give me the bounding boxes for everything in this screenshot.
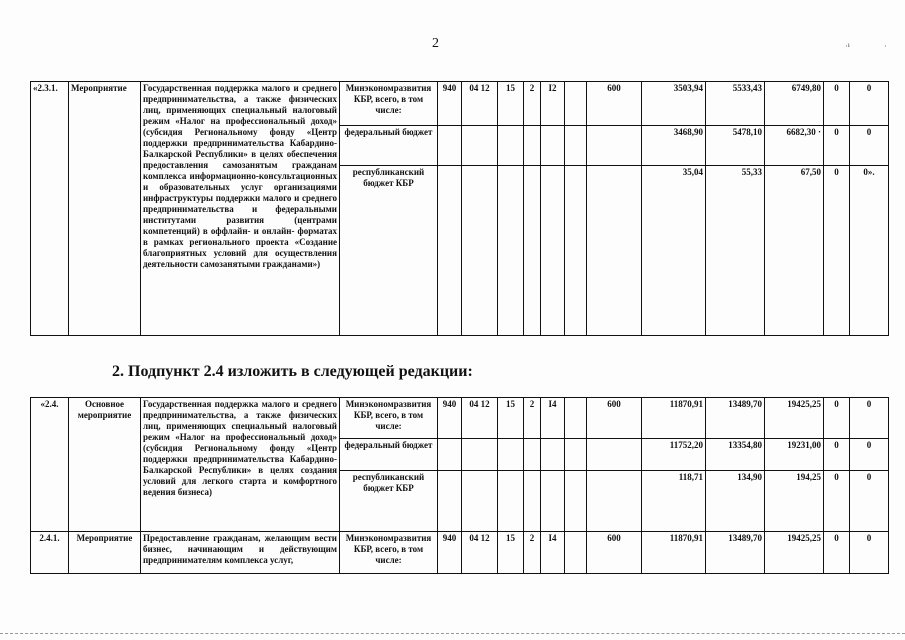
item-csr-code: I4 [541,398,565,439]
empty-cell [541,166,565,336]
value-cell: 134,90 [706,471,765,532]
empty-cell [565,398,587,439]
value-cell: 118,71 [642,471,706,532]
empty-cell [524,439,541,471]
value-cell: 11752,20 [642,439,706,471]
section-code: 04 12 [462,398,498,439]
program-code: 15 [498,82,524,126]
budget-table-2-4 [30,397,889,574]
value-cell: 0 [824,439,850,471]
value-cell: 0». [850,166,889,336]
vr-code: 600 [587,398,642,439]
empty-cell [498,471,524,532]
empty-cell [438,439,462,471]
empty-cell [524,126,541,166]
empty-cell [462,471,498,532]
value-cell: 19425,25 [765,532,824,574]
scan-mark: · [884,42,887,51]
item-type: Основное мероприятие [69,398,141,532]
value-cell: 0 [850,126,889,166]
value-cell: 194,25 [765,471,824,532]
subprogram-code: 2 [524,398,541,439]
empty-cell [498,166,524,336]
empty-cell [462,439,498,471]
value-cell: 0 [824,398,850,439]
item-description: Государственная поддержка малого и среднего предпринимательства, а также физических лиц, применяющих специальный налоговый режим «Налог на профессиональный доход» (субсидия Региональному фонду «Центр поддержки предпринимательства Кабардино-Балкарской Республики» в целях обеспечения предоставления самозанятым гражданам комплекса информационно-консультационных и образовательных услуг организациями инфраструктуры поддержки малого и среднего предпринимательства и федеральными институтами развития (центрами компетенций) в оффлайн- и онлайн- форматах в рамках регионального проекта «Создание благоприятных условий для осуществления деятельности самозанятыми гражданами») [141,82,340,336]
empty-cell [565,166,587,336]
item-code: 2.4.1. [31,532,69,574]
grbs-code: 940 [438,532,462,574]
value-cell: 6682,30 · [765,126,824,166]
page-bottom-divider [0,633,905,634]
empty-cell [438,471,462,532]
value-cell: 13354,80 [706,439,765,471]
item-code: «2.3.1. [31,82,69,336]
value-cell: 19231,00 [765,439,824,471]
value-cell: 5533,43 [706,82,765,126]
value-cell: 11870,91 [642,398,706,439]
vr-code: 600 [587,532,642,574]
program-code: 15 [498,532,524,574]
value-cell: 0 [850,532,889,574]
value-cell: 0 [824,471,850,532]
item-description: Государственная поддержка малого и среднего предпринимательства, а также физических лиц, применяющих специальный налоговый режим «Налог на профессиональный доход» (субсидия Региональному фонду «Центр поддержки предпринимательства Кабардино-Балкарской Республики» в целях создания условий для легкого старта и комфортного ведения бизнеса) [141,398,340,532]
item-csr-code: I2 [541,82,565,126]
section-heading: 2. Подпункт 2.4 изложить в следующей редакции: [112,363,473,380]
value-cell: 0 [824,82,850,126]
subprogram-code: 2 [524,82,541,126]
item-csr-code: I4 [541,532,565,574]
table-row [31,532,889,574]
empty-cell [438,126,462,166]
empty-cell [498,439,524,471]
table-row [31,82,889,126]
item-type: Мероприятие [69,532,141,574]
empty-cell [462,126,498,166]
empty-cell [565,126,587,166]
empty-cell [498,126,524,166]
empty-cell [587,166,642,336]
subprogram-code: 2 [524,532,541,574]
empty-cell [565,439,587,471]
empty-cell [541,471,565,532]
value-cell: 5478,10 [706,126,765,166]
item-description: Предоставление гражданам, желающим вести бизнес, начинающим и действующим предпринимателям комплекса услуг, [141,532,340,574]
funding-source-federal: федеральный бюджет [340,126,438,166]
empty-cell [565,532,587,574]
grbs-code: 940 [438,82,462,126]
item-type: Мероприятие [69,82,141,336]
value-cell: 13489,70 [706,398,765,439]
funding-source-total: Минэкономразвития КБР, всего, в том числе: [340,532,438,574]
section-code: 04 12 [462,532,498,574]
page-number: 2 [432,36,439,51]
funding-source-total: Минэкономразвития КБР, всего, в том числе: [340,398,438,439]
value-cell: 0 [824,166,850,336]
budget-table-2-3-1 [30,81,889,336]
empty-cell [438,166,462,336]
value-cell: 0 [850,398,889,439]
value-cell: 6749,80 [765,82,824,126]
value-cell: 11870,91 [642,532,706,574]
funding-source-federal: федеральный бюджет [340,439,438,471]
empty-cell [462,166,498,336]
value-cell: 0 [850,471,889,532]
value-cell: 55,33 [706,166,765,336]
value-cell: 67,50 [765,166,824,336]
funding-source-republic: республиканский бюджет КБР [340,471,438,532]
empty-cell [524,471,541,532]
funding-source-republic: республиканский бюджет КБР [340,166,438,336]
grbs-code: 940 [438,398,462,439]
value-cell: 19425,25 [765,398,824,439]
value-cell: 0 [824,532,850,574]
value-cell: 3503,94 [642,82,706,126]
scan-mark: ·¹ [845,42,851,51]
value-cell: 0 [824,126,850,166]
section-code: 04 12 [462,82,498,126]
table-row [31,398,889,439]
value-cell: 0 [850,82,889,126]
empty-cell [587,471,642,532]
empty-cell [541,126,565,166]
empty-cell [587,126,642,166]
funding-source-total: Минэкономразвития КБР, всего, в том числе: [340,82,438,126]
empty-cell [541,439,565,471]
program-code: 15 [498,398,524,439]
empty-cell [524,166,541,336]
value-cell: 13489,70 [706,532,765,574]
value-cell: 0 [850,439,889,471]
vr-code: 600 [587,82,642,126]
value-cell: 3468,90 [642,126,706,166]
empty-cell [565,471,587,532]
empty-cell [565,82,587,126]
item-code: «2.4. [31,398,69,532]
empty-cell [587,439,642,471]
value-cell: 35,04 [642,166,706,336]
